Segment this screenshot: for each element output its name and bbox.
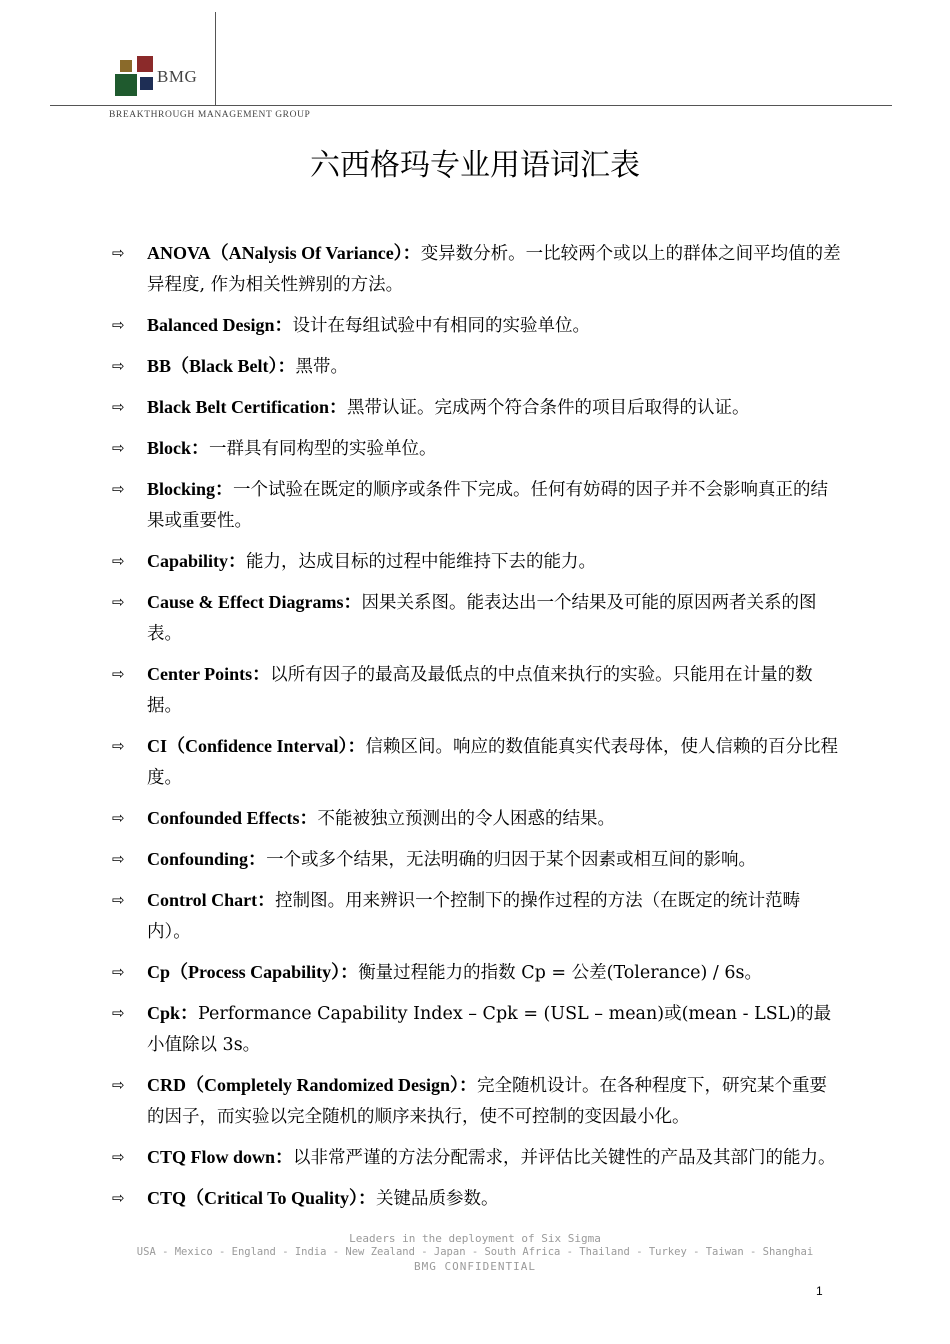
logo-square-navy <box>140 77 153 90</box>
arrow-bullet-icon: ⇨ <box>112 850 125 868</box>
logo-square-green <box>115 74 137 96</box>
glossary-term: Confounding： <box>147 849 267 869</box>
glossary-entry <box>112 433 842 465</box>
arrow-bullet-icon: ⇨ <box>112 1189 125 1207</box>
glossary-definition: 衡量过程能力的指数 Cp = 公差(Tolerance) / 6s。 <box>358 963 762 983</box>
logo-text: BMG <box>157 67 198 86</box>
glossary-definition: 以非常严谨的方法分配需求，并评估比关键性的产品及其部门的能力。 <box>293 1148 836 1168</box>
glossary-term: Cp（Process Capability）： <box>147 962 359 982</box>
glossary-term: Cause & Effect Diagrams： <box>147 592 362 612</box>
glossary-term: CTQ（Critical To Quality）： <box>147 1188 377 1208</box>
glossary-definition: Performance Capability Index – Cpk = (USL – mean)或(mean - LSL)的最小值除以 3s。 <box>147 1004 832 1055</box>
glossary-term: Blocking： <box>147 479 234 499</box>
glossary-term: Center Points： <box>147 664 271 684</box>
arrow-bullet-icon: ⇨ <box>112 593 125 611</box>
glossary-entry <box>112 731 842 794</box>
glossary-definition: 以所有因子的最高及最低点的中点值来执行的实验。只能用在计量的数据。 <box>147 665 813 716</box>
arrow-bullet-icon: ⇨ <box>112 809 125 827</box>
glossary-entry <box>112 546 842 578</box>
glossary-definition: 关键品质参数。 <box>376 1189 499 1209</box>
arrow-bullet-icon: ⇨ <box>112 1004 125 1022</box>
arrow-bullet-icon: ⇨ <box>112 244 125 262</box>
arrow-bullet-icon: ⇨ <box>112 1148 125 1166</box>
glossary-term: Black Belt Certification： <box>147 397 347 417</box>
glossary-term: CRD（Completely Randomized Design）： <box>147 1075 477 1095</box>
arrow-bullet-icon: ⇨ <box>112 439 125 457</box>
glossary-term: ANOVA（ANalysis Of Variance）： <box>147 243 421 263</box>
bmg-logo <box>115 56 215 100</box>
glossary-entry <box>112 844 842 876</box>
glossary-term: Control Chart： <box>147 890 276 910</box>
glossary-list <box>112 238 842 1224</box>
glossary-entry <box>112 351 842 383</box>
glossary-definition: 设计在每组试验中有相同的实验单位。 <box>292 316 591 336</box>
glossary-entry <box>112 392 842 424</box>
glossary-definition: 一个或多个结果，无法明确的归因于某个因素或相互间的影响。 <box>266 850 757 870</box>
glossary-entry <box>112 1183 842 1215</box>
glossary-definition: 一个试验在既定的顺序或条件下完成。任何有妨碍的因子并不会影响真正的结果或重要性。 <box>147 480 829 531</box>
page-number: 1 <box>816 1284 823 1298</box>
arrow-bullet-icon: ⇨ <box>112 357 125 375</box>
arrow-bullet-icon: ⇨ <box>112 480 125 498</box>
glossary-term: Cpk： <box>147 1003 199 1023</box>
footer-slogan: Leaders in the deployment of Six Sigma <box>349 1232 601 1245</box>
glossary-entry <box>112 587 842 650</box>
logo-square-red <box>137 56 153 72</box>
header-horizontal-rule <box>50 105 892 106</box>
arrow-bullet-icon: ⇨ <box>112 552 125 570</box>
glossary-term: Balanced Design： <box>147 315 293 335</box>
glossary-entry <box>112 238 842 301</box>
glossary-definition: 变异数分析。一比较两个或以上的群体之间平均值的差异程度, 作为相关性辨别的方法。 <box>147 244 841 295</box>
glossary-definition: 能力，达成目标的过程中能维持下去的能力。 <box>246 552 597 572</box>
page-title: 六西格玛专业用语词汇表 <box>310 148 640 183</box>
glossary-term: BB（Black Belt）： <box>147 356 296 376</box>
glossary-definition: 完全随机设计。在各种程度下，研究某个重要的因子，而实验以完全随机的顺序来执行，使不可控制的变因最小化。 <box>147 1076 827 1127</box>
arrow-bullet-icon: ⇨ <box>112 963 125 981</box>
glossary-definition: 不能被独立预测出的令人困惑的结果。 <box>317 809 616 829</box>
arrow-bullet-icon: ⇨ <box>112 891 125 909</box>
glossary-entry <box>112 474 842 537</box>
glossary-definition: 信赖区间。响应的数值能真实代表母体，使人信赖的百分比程度。 <box>147 737 838 788</box>
glossary-entry <box>112 1070 842 1133</box>
glossary-term: Confounded Effects： <box>147 808 318 828</box>
glossary-term: Block： <box>147 438 210 458</box>
glossary-definition: 黑带认证。完成两个符合条件的项目后取得的认证。 <box>346 398 750 418</box>
company-tagline: BREAKTHROUGH MANAGEMENT GROUP <box>109 110 311 120</box>
glossary-definition: 黑带。 <box>295 357 349 377</box>
glossary-definition: 控制图。用来辨识一个控制下的操作过程的方法（在既定的统计范畴内）。 <box>147 891 801 942</box>
glossary-entry <box>112 885 842 948</box>
glossary-entry <box>112 1142 842 1174</box>
glossary-term: CTQ Flow down： <box>147 1147 294 1167</box>
arrow-bullet-icon: ⇨ <box>112 737 125 755</box>
footer-locations: USA - Mexico - England - India - New Zealand - Japan - South Africa - Thailand - Turkey - Taiwan - Shanghai <box>136 1246 814 1258</box>
glossary-entry <box>112 659 842 722</box>
glossary-entry <box>112 998 842 1061</box>
glossary-term: CI（Confidence Interval）： <box>147 736 366 756</box>
glossary-term: Capability： <box>147 551 247 571</box>
glossary-entry <box>112 803 842 835</box>
logo-square-gold <box>120 60 132 72</box>
glossary-entry <box>112 957 842 989</box>
glossary-entry <box>112 310 842 342</box>
arrow-bullet-icon: ⇨ <box>112 316 125 334</box>
header-vertical-rule <box>215 12 216 105</box>
arrow-bullet-icon: ⇨ <box>112 1076 125 1094</box>
glossary-definition: 一群具有同构型的实验单位。 <box>209 439 437 459</box>
arrow-bullet-icon: ⇨ <box>112 665 125 683</box>
footer-confidential: BMG CONFIDENTIAL <box>414 1260 536 1273</box>
glossary-definition: 因果关系图。能表达出一个结果及可能的原因两者关系的图表。 <box>147 593 817 644</box>
arrow-bullet-icon: ⇨ <box>112 398 125 416</box>
